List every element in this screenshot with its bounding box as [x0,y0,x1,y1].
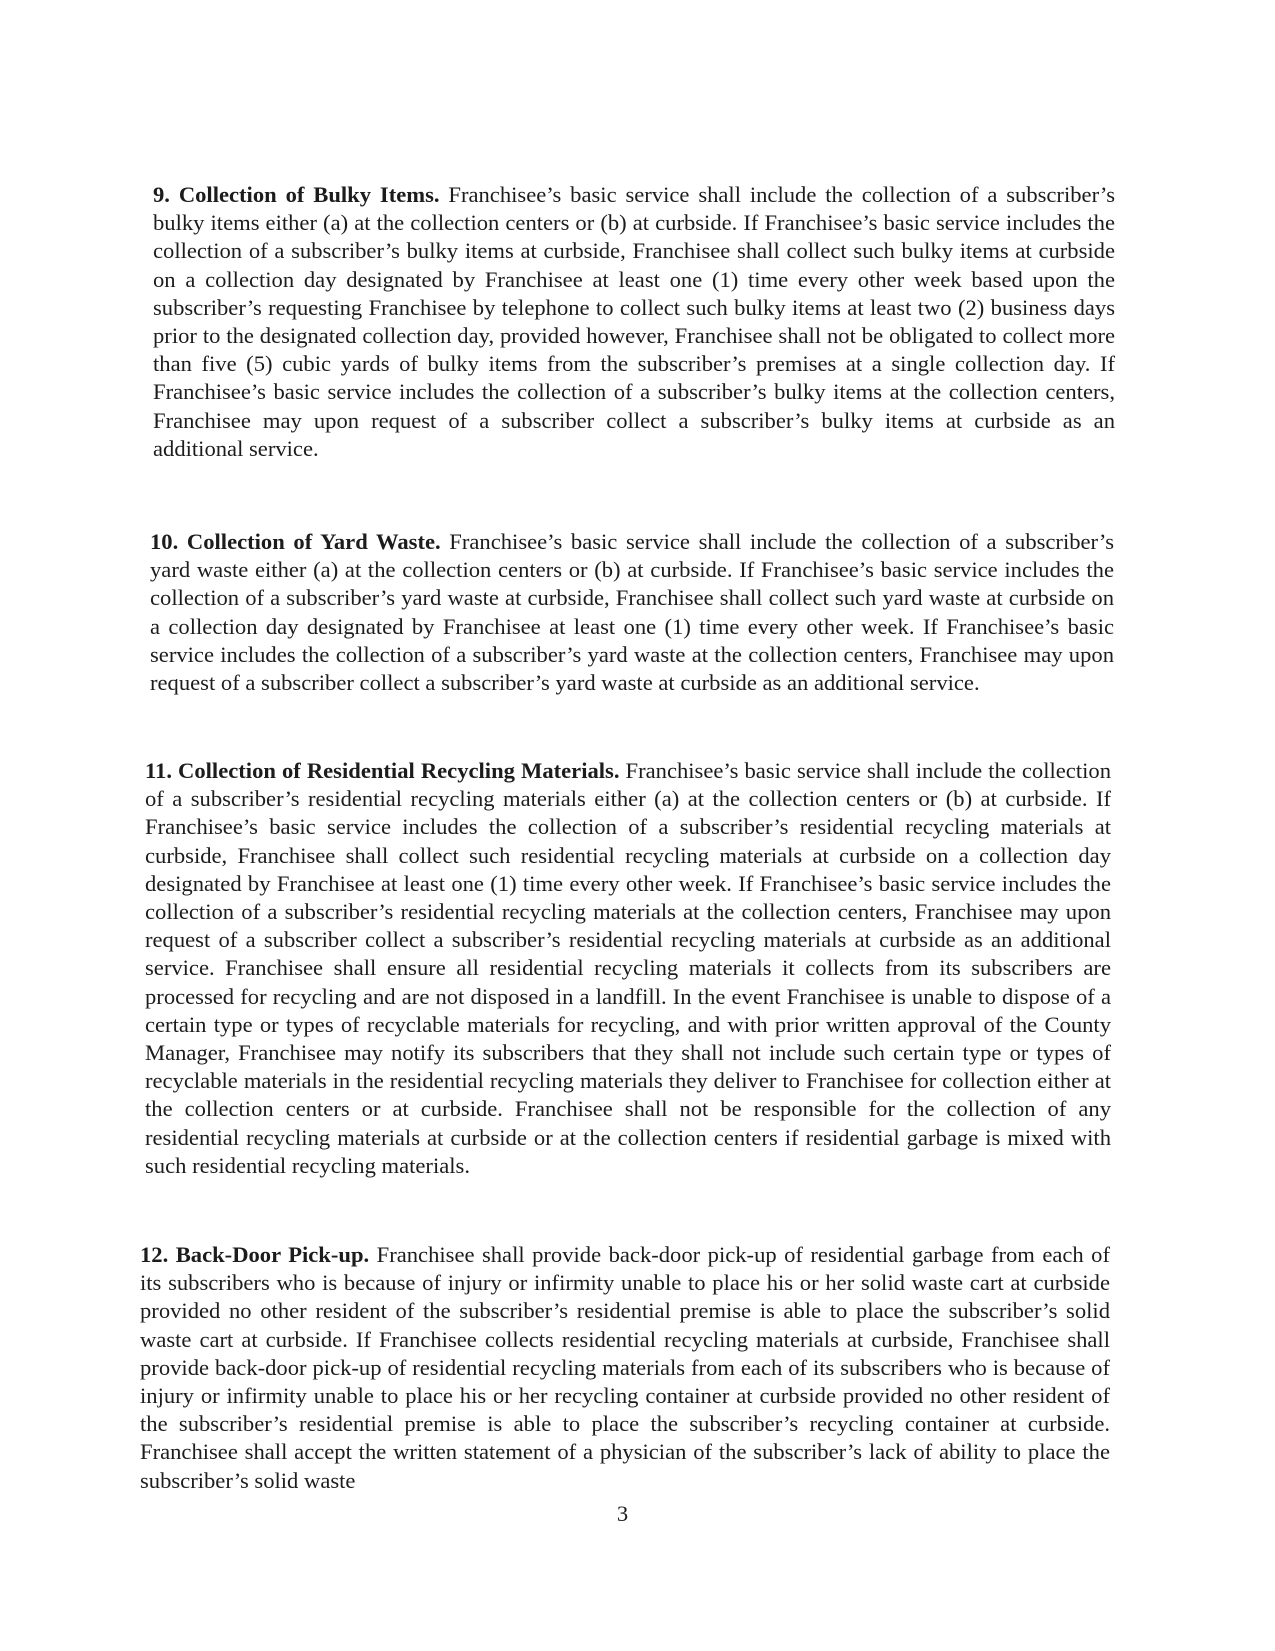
section-collection-of-yard-waste [150,528,1114,697]
section-collection-of-bulky-items [153,181,1115,463]
section-body: Franchisee’s basic service shall include the collection of a subscriber’s residential recycling materials either (a) at the collection centers or (b) at curbside. If Franchisee’s basic service includes the collection of a subscriber’s residential recycling materials at curbside, Franchisee shall collect such residential recycling materials at curbside on a collection day designated by Franchisee at least one (1) time every other week. If Franchisee’s basic service includes the collection of a subscriber’s residential recycling materials at the collection centers, Franchisee may upon request of a subscriber collect a subscriber’s residential recycling materials at curbside as an additional service. Franchisee shall ensure all residential recycling materials it collects from its subscribers are processed for recycling and are not disposed in a landfill. In the event Franchisee is unable to dispose of a certain type or types of recyclable materials for recycling, and with prior written approval of the County Manager, Franchisee may notify its subscribers that they shall not include such certain type or types of recyclable materials in the residential recycling materials they deliver to Franchisee for collection either at the collection centers or at curbside. Franchisee shall not be responsible for the collection of any residential recycling materials at curbside or at the collection centers if residential garbage is mixed with such residential recycling materials. [145,758,1111,1178]
section-body: Franchisee’s basic service shall include the collection of a subscriber’s yard waste either (a) at the collection centers or (b) at curbside. If Franchisee’s basic service includes the collection of a subscriber’s yard waste at curbside, Franchisee shall collect such yard waste at curbside on a collection day designated by Franchisee at least one (1) time every other week. If Franchisee’s basic service includes the collection of a subscriber’s yard waste at the collection centers, Franchisee may upon request of a subscriber collect a subscriber’s yard waste at curbside as an additional service. [150,529,1114,696]
page-number: 3 [616,1501,629,1526]
section-back-door-pick-up [140,1241,1110,1495]
section-heading: 9. Collection of Bulky Items. [153,182,440,207]
section-collection-of-residential-recycling-materials [145,757,1111,1180]
section-heading: 11. Collection of Residential Recycling Materials. [145,758,620,783]
section-body: Franchisee’s basic service shall include the collection of a subscriber’s bulky items either (a) at the collection centers or (b) at curbside. If Franchisee’s basic service includes the collection of a subscriber’s bulky items at curbside, Franchisee shall collect such bulky items at curbside on a collection day designated by Franchisee at least one (1) time every other week based upon the subscriber’s requesting Franchisee by telephone to collect such bulky items at least two (2) business days prior to the designated collection day, provided however, Franchisee shall not be obligated to collect more than five (5) cubic yards of bulky items from the subscriber’s premises at a single collection day. If Franchisee’s basic service includes the collection of a subscriber’s bulky items at the collection centers, Franchisee may upon request of a subscriber collect a subscriber’s bulky items at curbside as an additional service. [153,182,1115,461]
section-heading: 10. Collection of Yard Waste. [150,529,441,554]
section-body: Franchisee shall provide back-door pick-up of residential garbage from each of its subscribers who is because of injury or infirmity unable to place his or her solid waste cart at curbside provided no other resident of the subscriber’s residential premise is able to place the subscriber’s solid waste cart at curbside. If Franchisee collects residential recycling materials at curbside, Franchisee shall provide back-door pick-up of residential recycling materials from each of its subscribers who is because of injury or infirmity unable to place his or her recycling container at curbside provided no other resident of the subscriber’s residential premise is able to place the subscriber’s recycling container at curbside. Franchisee shall accept the written statement of a physician of the subscriber’s lack of ability to place the subscriber’s solid waste [140,1242,1110,1493]
section-heading: 12. Back-Door Pick-up. [140,1242,370,1267]
